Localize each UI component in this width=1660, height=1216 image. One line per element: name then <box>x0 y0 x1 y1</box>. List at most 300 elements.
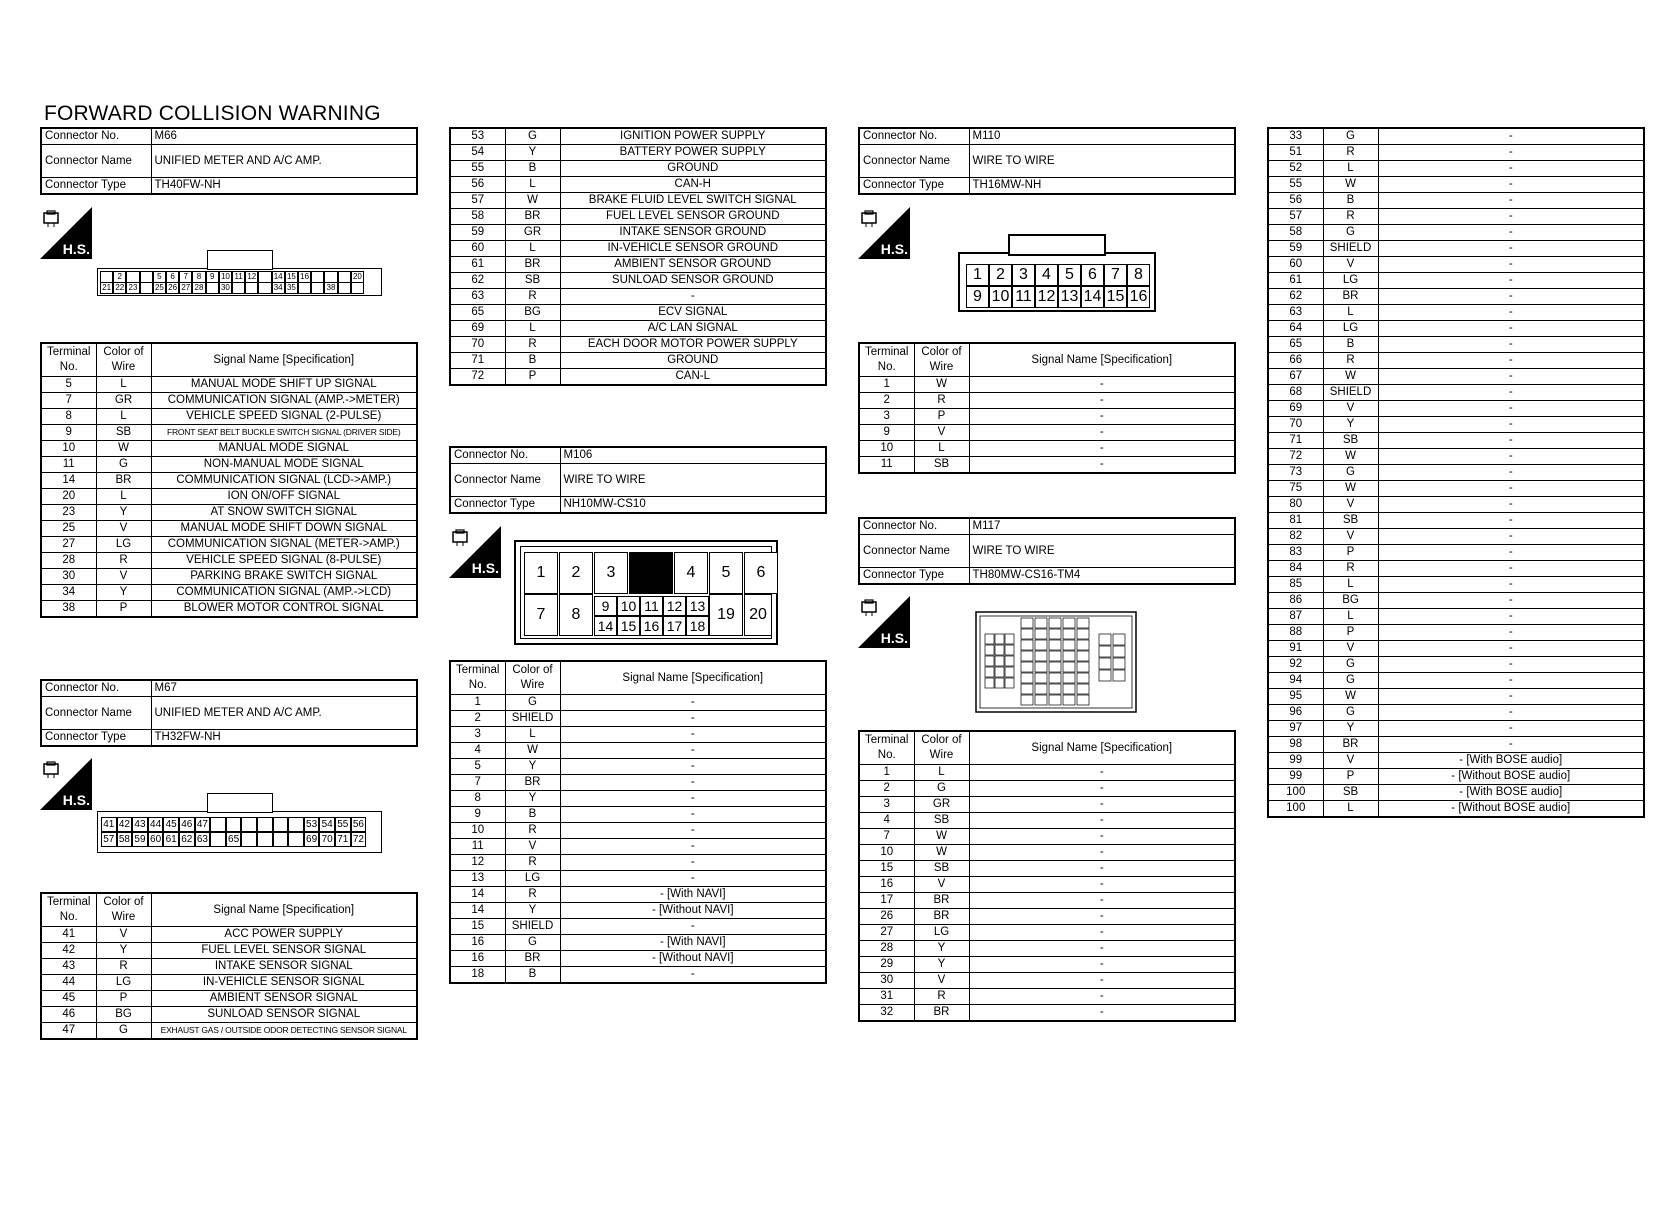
signal-name-cell: VEHICLE SPEED SIGNAL (2-PULSE) <box>151 409 417 425</box>
signal-name-cell: - <box>969 941 1235 957</box>
table-row <box>1268 177 1644 193</box>
header-signal-name: Signal Name [Specification] <box>560 661 826 695</box>
terminal-no-cell: 63 <box>1268 305 1323 321</box>
terminal-no-cell: 72 <box>450 369 505 386</box>
connector-pin: 2 <box>113 271 126 283</box>
terminal-no-cell: 71 <box>450 353 505 369</box>
connector-cavity <box>206 282 219 294</box>
signal-name-cell: SUNLOAD SENSOR SIGNAL <box>151 1007 417 1023</box>
hs-label: H.S. <box>880 241 908 257</box>
connector-pin: 45 <box>163 817 179 832</box>
page-title: FORWARD COLLISION WARNING <box>44 102 381 125</box>
table-row <box>859 781 1235 797</box>
wire-color-cell: SB <box>1323 785 1378 801</box>
wire-color-cell: P <box>1323 625 1378 641</box>
signal-name-cell: - <box>1378 193 1644 209</box>
table-row <box>41 409 417 425</box>
terminal-table-m67 <box>40 892 418 1040</box>
connector-face-m67 <box>97 793 382 853</box>
table-row <box>859 829 1235 845</box>
connector-pin: 11 <box>1012 286 1035 308</box>
connector-pin: 1 <box>966 264 989 286</box>
connector-pin: 5 <box>153 271 166 283</box>
wire-color-cell: P <box>1323 545 1378 561</box>
signal-name-cell: MANUAL MODE SHIFT DOWN SIGNAL <box>151 521 417 537</box>
terminal-no-cell: 10 <box>41 441 96 457</box>
terminal-no-cell: 11 <box>450 839 505 855</box>
signal-name-cell: - [With NAVI] <box>560 887 826 903</box>
connector-name-value: WIRE TO WIRE <box>969 535 1235 568</box>
signal-name-cell: - <box>1378 593 1644 609</box>
signal-name-cell: - <box>560 807 826 823</box>
connector-pin: 9 <box>594 596 617 616</box>
terminal-no-cell: 42 <box>41 943 96 959</box>
signal-name-cell: INTAKE SENSOR GROUND <box>560 225 826 241</box>
table-row <box>859 765 1235 781</box>
terminal-no-cell: 33 <box>1268 128 1323 145</box>
table-row <box>450 727 826 743</box>
signal-name-cell: - [Without NAVI] <box>560 903 826 919</box>
wire-color-cell: G <box>1323 673 1378 689</box>
connector-type-value: TH32FW-NH <box>151 730 417 747</box>
terminal-no-cell: 18 <box>450 967 505 984</box>
table-row <box>1268 289 1644 305</box>
header-signal-name: Signal Name [Specification] <box>151 893 417 927</box>
wire-color-cell: SB <box>914 457 969 474</box>
table-row <box>41 601 417 618</box>
terminal-no-cell: 3 <box>859 409 914 425</box>
table-row <box>41 425 417 441</box>
terminal-no-cell: 14 <box>41 473 96 489</box>
connector-name-value: WIRE TO WIRE <box>969 145 1235 178</box>
table-row <box>450 759 826 775</box>
connector-pin: 2 <box>559 552 593 594</box>
terminal-no-cell: 99 <box>1268 753 1323 769</box>
wire-color-cell: R <box>914 393 969 409</box>
connector-pin: 28 <box>192 282 205 294</box>
signal-name-cell: BLOWER MOTOR CONTROL SIGNAL <box>151 601 417 618</box>
table-row <box>1268 497 1644 513</box>
table-row <box>1268 481 1644 497</box>
wire-color-cell: V <box>505 839 560 855</box>
signal-name-cell: - <box>560 967 826 984</box>
table-row <box>1268 241 1644 257</box>
table-row <box>1268 369 1644 385</box>
table-row <box>859 989 1235 1005</box>
wire-color-cell: W <box>1323 449 1378 465</box>
connector-pin: 65 <box>226 832 242 847</box>
terminal-no-cell: 97 <box>1268 721 1323 737</box>
signal-name-cell: INTAKE SENSOR SIGNAL <box>151 959 417 975</box>
signal-name-cell: - <box>560 871 826 887</box>
header-terminal-no: Terminal No. <box>450 661 505 695</box>
signal-name-cell: - <box>969 973 1235 989</box>
wire-color-cell: L <box>505 241 560 257</box>
terminal-no-cell: 28 <box>41 553 96 569</box>
wire-color-cell: SB <box>96 425 151 441</box>
signal-name-cell: IN-VEHICLE SENSOR GROUND <box>560 241 826 257</box>
connector-pin: 8 <box>1127 264 1150 286</box>
connector-pin: 35 <box>285 282 298 294</box>
connector-info-m117 <box>858 517 1236 585</box>
signal-name-cell: - <box>1378 225 1644 241</box>
signal-name-cell: - <box>969 861 1235 877</box>
connector-pin: 2 <box>989 264 1012 286</box>
wire-color-cell: Y <box>505 145 560 161</box>
harness-side-badge <box>449 526 501 578</box>
terminal-no-cell: 60 <box>1268 257 1323 273</box>
header-terminal-no: Terminal No. <box>41 893 96 927</box>
wire-color-cell: W <box>1323 177 1378 193</box>
terminal-no-cell: 10 <box>859 441 914 457</box>
wire-color-cell: W <box>505 193 560 209</box>
wire-color-cell: V <box>914 425 969 441</box>
connector-pin: 47 <box>195 817 211 832</box>
terminal-no-cell: 52 <box>1268 161 1323 177</box>
wire-color-cell: B <box>1323 337 1378 353</box>
terminal-no-cell: 75 <box>1268 481 1323 497</box>
terminal-no-cell: 31 <box>859 989 914 1005</box>
wire-color-cell: R <box>505 887 560 903</box>
wire-color-cell: Y <box>1323 721 1378 737</box>
wire-color-cell: V <box>96 521 151 537</box>
table-row <box>450 855 826 871</box>
wire-color-cell: LG <box>96 975 151 991</box>
terminal-no-cell: 28 <box>859 941 914 957</box>
signal-name-cell: - <box>1378 657 1644 673</box>
table-row <box>41 521 417 537</box>
terminal-no-cell: 98 <box>1268 737 1323 753</box>
wire-color-cell: L <box>96 409 151 425</box>
label-connector-name: Connector Name <box>41 145 151 178</box>
connector-pin: 17 <box>663 616 686 636</box>
wire-color-cell: L <box>96 377 151 393</box>
connector-cavity <box>338 282 351 294</box>
connector-pin: 55 <box>335 817 351 832</box>
connector-no-value: M117 <box>969 518 1235 535</box>
signal-name-cell: FUEL LEVEL SENSOR SIGNAL <box>151 943 417 959</box>
connector-cavity <box>226 817 242 832</box>
terminal-no-cell: 23 <box>41 505 96 521</box>
terminal-no-cell: 60 <box>450 241 505 257</box>
table-row <box>1268 209 1644 225</box>
connector-cavity <box>311 282 324 294</box>
signal-name-cell: - <box>969 909 1235 925</box>
hs-label: H.S. <box>62 241 90 257</box>
terminal-no-cell: 71 <box>1268 433 1323 449</box>
connector-cavity <box>273 832 289 847</box>
table-row <box>1268 128 1644 145</box>
table-row <box>41 505 417 521</box>
connector-pin: 10 <box>219 271 232 283</box>
connector-pin: 21 <box>100 282 113 294</box>
connector-pin: 34 <box>272 282 285 294</box>
table-row <box>859 797 1235 813</box>
connector-pin: 6 <box>744 552 778 594</box>
connector-pin: 4 <box>674 552 708 594</box>
connector-pin: 43 <box>132 817 148 832</box>
table-row <box>1268 353 1644 369</box>
table-row <box>450 887 826 903</box>
terminal-no-cell: 4 <box>859 813 914 829</box>
signal-name-cell: CAN-H <box>560 177 826 193</box>
signal-name-cell: FUEL LEVEL SENSOR GROUND <box>560 209 826 225</box>
wire-color-cell: G <box>914 781 969 797</box>
terminal-no-cell: 69 <box>1268 401 1323 417</box>
terminal-no-cell: 15 <box>450 919 505 935</box>
connector-pin: 20 <box>744 594 772 636</box>
wire-color-cell: V <box>1323 497 1378 513</box>
connector-housing <box>1008 234 1106 256</box>
terminal-no-cell: 57 <box>1268 209 1323 225</box>
table-row <box>1268 593 1644 609</box>
signal-name-cell: COMMUNICATION SIGNAL (METER->AMP.) <box>151 537 417 553</box>
terminal-table-m106 <box>449 660 827 984</box>
connector-name-value: WIRE TO WIRE <box>560 464 826 497</box>
terminal-no-cell: 58 <box>450 209 505 225</box>
wire-color-cell: SHIELD <box>1323 241 1378 257</box>
table-row <box>1268 417 1644 433</box>
table-row <box>1268 465 1644 481</box>
signal-name-cell: - <box>1378 625 1644 641</box>
wire-color-cell: BR <box>1323 737 1378 753</box>
signal-name-cell: - <box>969 409 1235 425</box>
signal-name-cell: COMMUNICATION SIGNAL (AMP.->LCD) <box>151 585 417 601</box>
wire-color-cell: P <box>96 991 151 1007</box>
signal-name-cell: A/C LAN SIGNAL <box>560 321 826 337</box>
terminal-table-m117-continued <box>1267 127 1645 818</box>
connector-pin: 14 <box>1081 286 1104 308</box>
wire-color-cell: GR <box>96 393 151 409</box>
connector-pin: 63 <box>195 832 211 847</box>
connector-pin: 7 <box>524 594 558 636</box>
wire-color-cell: BR <box>914 909 969 925</box>
table-row <box>1268 161 1644 177</box>
table-row <box>41 1007 417 1023</box>
signal-name-cell: - <box>1378 273 1644 289</box>
signal-name-cell: - <box>1378 721 1644 737</box>
wire-color-cell: L <box>1323 577 1378 593</box>
terminal-no-cell: 8 <box>41 409 96 425</box>
wire-color-cell: G <box>1323 225 1378 241</box>
wire-color-cell: G <box>505 935 560 951</box>
terminal-no-cell: 2 <box>450 711 505 727</box>
wire-color-cell: R <box>505 337 560 353</box>
connector-pin: 42 <box>117 817 133 832</box>
terminal-no-cell: 10 <box>859 845 914 861</box>
table-row <box>450 289 826 305</box>
terminal-no-cell: 59 <box>450 225 505 241</box>
table-row <box>41 585 417 601</box>
table-row <box>1268 737 1644 753</box>
table-row <box>1268 305 1644 321</box>
signal-name-cell: - <box>1378 561 1644 577</box>
wire-color-cell: BG <box>1323 593 1378 609</box>
terminal-no-cell: 13 <box>450 871 505 887</box>
wire-color-cell: W <box>914 829 969 845</box>
wire-color-cell: W <box>1323 481 1378 497</box>
signal-name-cell: - [Without NAVI] <box>560 951 826 967</box>
table-row <box>1268 561 1644 577</box>
terminal-no-cell: 100 <box>1268 801 1323 818</box>
hs-label: H.S. <box>880 630 908 646</box>
connector-pin: 12 <box>663 596 686 616</box>
signal-name-cell: - [With BOSE audio] <box>1378 753 1644 769</box>
terminal-no-cell: 10 <box>450 823 505 839</box>
connector-pin: 38 <box>324 282 337 294</box>
wire-color-cell: V <box>1323 257 1378 273</box>
terminal-no-cell: 88 <box>1268 625 1323 641</box>
signal-name-cell: - <box>969 829 1235 845</box>
connector-info-m66 <box>40 127 418 195</box>
signal-name-cell: GROUND <box>560 353 826 369</box>
signal-name-cell: - <box>1378 401 1644 417</box>
table-row <box>41 393 417 409</box>
connector-pin: 46 <box>179 817 195 832</box>
wire-color-cell: R <box>505 289 560 305</box>
terminal-no-cell: 44 <box>41 975 96 991</box>
signal-name-cell: - <box>560 695 826 711</box>
connector-pin: 6 <box>166 271 179 283</box>
table-row <box>1268 225 1644 241</box>
signal-name-cell: ACC POWER SUPPLY <box>151 927 417 943</box>
signal-name-cell: - <box>1378 305 1644 321</box>
table-row <box>450 225 826 241</box>
terminal-no-cell: 85 <box>1268 577 1323 593</box>
table-row <box>859 957 1235 973</box>
signal-name-cell: VEHICLE SPEED SIGNAL (8-PULSE) <box>151 553 417 569</box>
wire-color-cell: LG <box>1323 321 1378 337</box>
wire-color-cell: Y <box>914 941 969 957</box>
terminal-no-cell: 66 <box>1268 353 1323 369</box>
terminal-no-cell: 47 <box>41 1023 96 1040</box>
signal-name-cell: - <box>1378 481 1644 497</box>
signal-name-cell: - <box>1378 257 1644 273</box>
table-row <box>450 743 826 759</box>
signal-name-cell: - <box>969 845 1235 861</box>
wire-color-cell: G <box>1323 705 1378 721</box>
table-row <box>859 925 1235 941</box>
wire-color-cell: LG <box>1323 273 1378 289</box>
connector-no-value: M110 <box>969 128 1235 145</box>
wire-color-cell: V <box>914 877 969 893</box>
label-connector-no: Connector No. <box>450 447 560 464</box>
wire-color-cell: Y <box>505 903 560 919</box>
terminal-no-cell: 14 <box>450 903 505 919</box>
connector-pin: 23 <box>126 282 139 294</box>
connector-pin: 41 <box>101 817 117 832</box>
connector-pin: 16 <box>298 271 311 283</box>
signal-name-cell: BRAKE FLUID LEVEL SWITCH SIGNAL <box>560 193 826 209</box>
wire-color-cell: L <box>505 177 560 193</box>
wire-color-cell: BG <box>96 1007 151 1023</box>
connector-cavity <box>210 832 226 847</box>
terminal-no-cell: 61 <box>1268 273 1323 289</box>
table-row <box>41 441 417 457</box>
signal-name-cell: - <box>1378 465 1644 481</box>
signal-name-cell: - <box>1378 417 1644 433</box>
connector-pin: 62 <box>179 832 195 847</box>
table-row <box>41 489 417 505</box>
signal-name-cell: CAN-L <box>560 369 826 386</box>
signal-name-cell: - <box>969 797 1235 813</box>
table-row <box>450 919 826 935</box>
wire-color-cell: G <box>505 128 560 145</box>
connector-face-m117 <box>975 610 1137 714</box>
signal-name-cell: - <box>969 925 1235 941</box>
signal-name-cell: PARKING BRAKE SWITCH SIGNAL <box>151 569 417 585</box>
wire-color-cell: B <box>1323 193 1378 209</box>
terminal-no-cell: 70 <box>450 337 505 353</box>
connector-pin: 15 <box>617 616 640 636</box>
terminal-no-cell: 26 <box>859 909 914 925</box>
table-row <box>1268 337 1644 353</box>
table-row <box>450 305 826 321</box>
wire-color-cell: B <box>505 161 560 177</box>
wire-color-cell: SHIELD <box>505 919 560 935</box>
terminal-table-m110 <box>858 342 1236 474</box>
table-row <box>41 569 417 585</box>
terminal-no-cell: 58 <box>1268 225 1323 241</box>
wire-color-cell: SB <box>505 273 560 289</box>
terminal-no-cell: 94 <box>1268 673 1323 689</box>
table-row <box>859 457 1235 474</box>
connector-pin: 19 <box>709 594 743 636</box>
terminal-no-cell: 11 <box>41 457 96 473</box>
connector-pin: 10 <box>617 596 640 616</box>
harness-side-badge <box>40 758 92 810</box>
table-row <box>450 209 826 225</box>
terminal-no-cell: 16 <box>450 951 505 967</box>
signal-name-cell: - [Without BOSE audio] <box>1378 801 1644 818</box>
wire-color-cell: R <box>1323 209 1378 225</box>
table-row <box>450 775 826 791</box>
wire-color-cell: W <box>96 441 151 457</box>
table-row <box>859 393 1235 409</box>
table-row <box>450 695 826 711</box>
table-row <box>1268 513 1644 529</box>
signal-name-cell: GROUND <box>560 161 826 177</box>
connector-pin: 14 <box>594 616 617 636</box>
wire-color-cell: W <box>914 845 969 861</box>
table-row <box>859 877 1235 893</box>
signal-name-cell: - <box>969 393 1235 409</box>
signal-name-cell: - <box>969 377 1235 393</box>
label-connector-type: Connector Type <box>41 730 151 747</box>
signal-name-cell: - <box>560 775 826 791</box>
connector-pin: 18 <box>686 616 709 636</box>
signal-name-cell: - <box>560 823 826 839</box>
terminal-no-cell: 64 <box>1268 321 1323 337</box>
wire-color-cell: R <box>96 959 151 975</box>
terminal-no-cell: 81 <box>1268 513 1323 529</box>
signal-name-cell: - <box>1378 433 1644 449</box>
connector-cavity <box>298 282 311 294</box>
connector-pin: 6 <box>1081 264 1104 286</box>
signal-name-cell: - <box>1378 289 1644 305</box>
terminal-no-cell: 72 <box>1268 449 1323 465</box>
table-row <box>859 941 1235 957</box>
table-row <box>859 909 1235 925</box>
table-row <box>450 273 826 289</box>
terminal-no-cell: 86 <box>1268 593 1323 609</box>
signal-name-cell: AMBIENT SENSOR GROUND <box>560 257 826 273</box>
signal-name-cell: - <box>1378 689 1644 705</box>
connector-pin: 15 <box>285 271 298 283</box>
connector-cavity <box>245 282 258 294</box>
header-color-of-wire: Color of Wire <box>96 343 151 377</box>
connector-info-m110 <box>858 127 1236 195</box>
